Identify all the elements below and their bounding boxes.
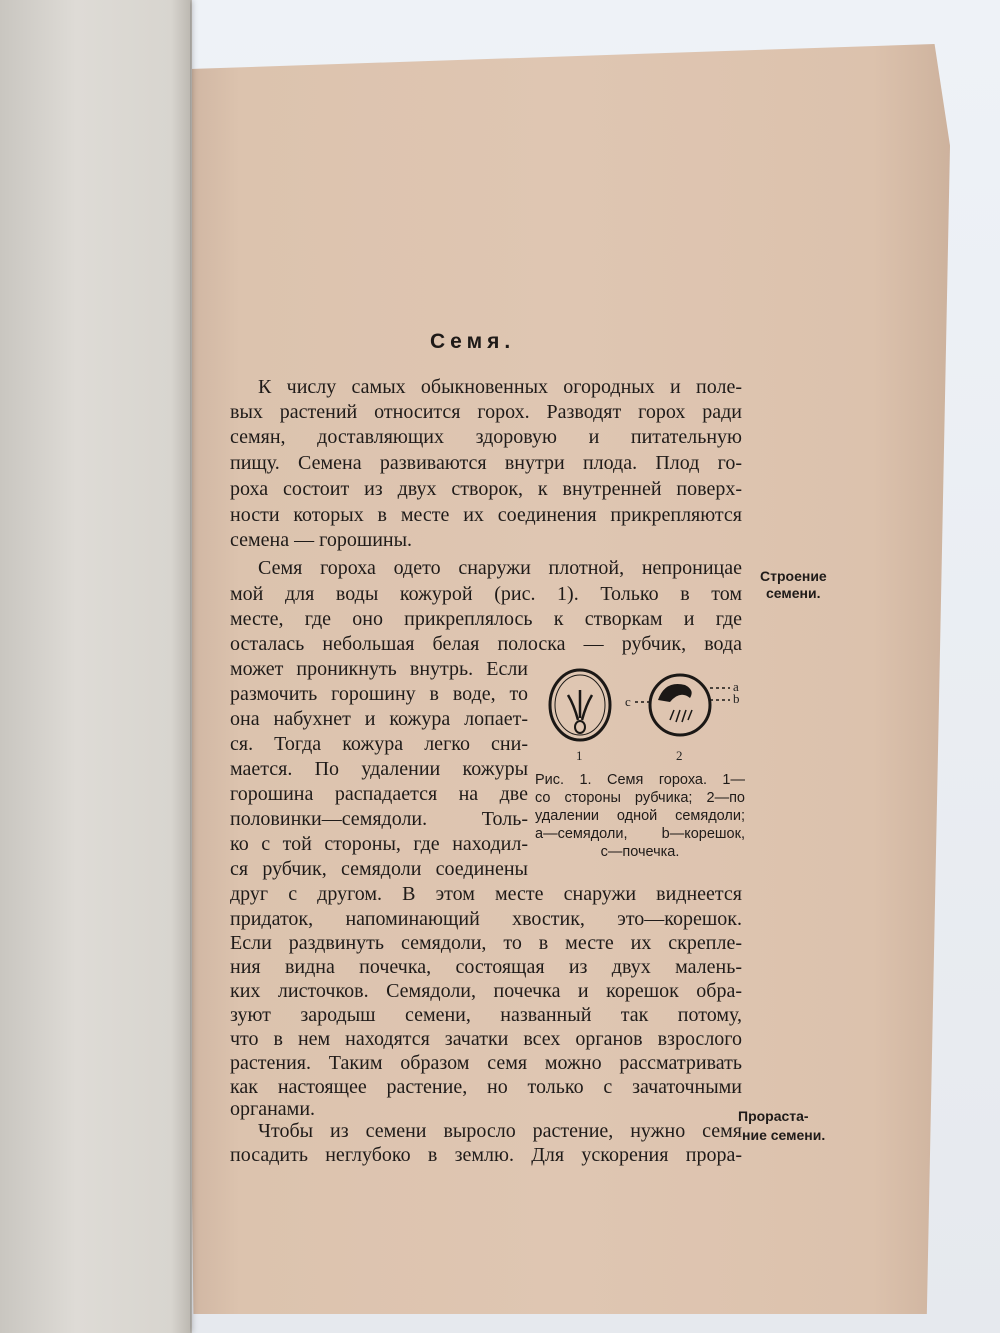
text-line: Чтобы из семени выросло растение, нужно семя <box>258 1120 742 1142</box>
margin-note-structure: Строение <box>760 568 827 584</box>
text-line: органами. <box>230 1098 316 1120</box>
figure-caption-line: удалении одной семядоли; <box>535 808 745 824</box>
text-line: Семя гороха одето снаружи плотной, непроницае <box>258 557 742 579</box>
text-line: К числу самых обыкновенных огородных и поле- <box>258 376 742 398</box>
text-line: как настоящее растение, но только с зачаточными <box>230 1076 742 1098</box>
text-line: горошина распадается на две <box>230 783 528 805</box>
pea-seed-drawing-2 <box>635 675 730 735</box>
margin-note-structure: семени. <box>766 585 821 601</box>
text-line: семян, доставляющих здоровую и питательную <box>230 426 742 448</box>
text-line: осталась небольшая белая полоска — рубчик, вода <box>230 633 742 655</box>
figure-caption-line: с—почечка. <box>600 844 680 860</box>
text-line: мой для воды кожурой (рис. 1). Только в том <box>230 583 742 605</box>
text-line: посадить неглубоко в землю. Для ускорения прора- <box>230 1144 742 1166</box>
chapter-title: Семя. <box>430 330 516 353</box>
text-line: она набухнет и кожура лопает- <box>230 708 528 730</box>
text-line: вых растений относится горох. Разводят горох ради <box>230 401 742 423</box>
text-line: месте, где оно прикреплялось к створкам и где <box>230 608 742 630</box>
figure-pea-seed <box>540 660 750 770</box>
text-line: размочить горошину в воде, то <box>230 683 528 705</box>
text-line: зуют зародыш семени, названный так потому, <box>230 1004 742 1026</box>
figure-label-a: a <box>733 679 739 694</box>
figure-label-c: c <box>625 694 631 709</box>
text-line: мается. По удалении кожуры <box>230 758 528 780</box>
text-line: пищу. Семена развиваются внутри плода. Плод го- <box>230 452 742 474</box>
figure-label-b: b <box>733 691 740 706</box>
figure-label-1: 1 <box>576 748 583 763</box>
text-line: может проникнуть внутрь. Если <box>230 658 528 680</box>
figure-caption-line: со стороны рубчика; 2—по <box>535 790 745 806</box>
text-line: Если раздвинуть семядоли, то в месте их скрепле- <box>230 932 742 954</box>
text-line: растения. Таким образом семя можно рассматривать <box>230 1052 742 1074</box>
figure-caption-line: а—семядоли, b—корешок, <box>535 826 745 842</box>
text-line: семена — горошины. <box>230 529 413 551</box>
margin-note-germination: ние семени. <box>742 1127 826 1143</box>
text-line: ся. Тогда кожура легко сни- <box>230 733 528 755</box>
text-line: половинки—семядоли. Толь- <box>230 808 528 830</box>
pea-seed-drawing-1 <box>550 670 610 740</box>
figure-label-2: 2 <box>676 748 683 763</box>
text-line: друг с другом. В этом месте снаружи виднеется <box>230 883 742 905</box>
text-line: ко с той стороны, где находил- <box>230 833 528 855</box>
book-page-left <box>0 0 190 1333</box>
text-line: роха состоит из двух створок, к внутренней поверх- <box>230 478 742 500</box>
margin-note-germination: Прораста- <box>738 1108 809 1124</box>
text-line: ких листочков. Семядоли, почечка и корешок обра- <box>230 980 742 1002</box>
text-line: ся рубчик, семядоли соединены <box>230 858 528 880</box>
text-line: что в нем находятся зачатки всех органов взрослого <box>230 1028 742 1050</box>
text-line: придаток, напоминающий хвостик, это—корешок. <box>230 908 742 930</box>
text-line: ности которых в месте их соединения прикрепляются <box>230 504 742 526</box>
figure-caption-line: Рис. 1. Семя гороха. 1— <box>535 772 745 788</box>
text-line: ния видна почечка, состоящая из двух малень- <box>230 956 742 978</box>
